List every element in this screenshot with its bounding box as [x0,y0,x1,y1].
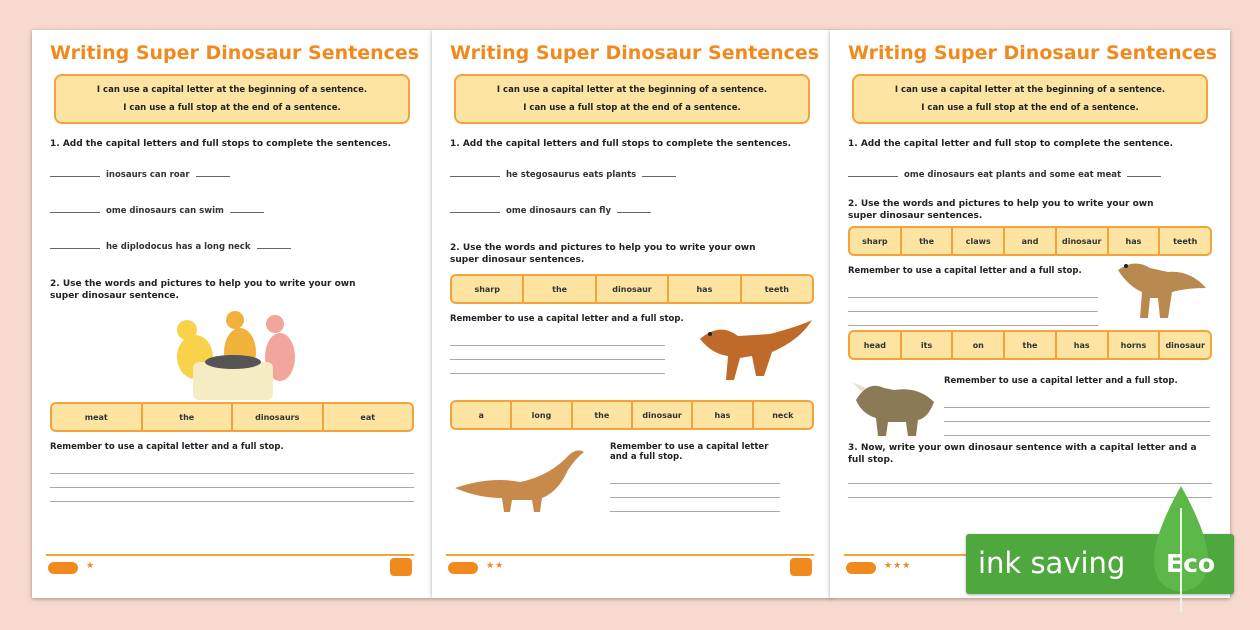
objective-full-stop: I can use a full stop at the end of a sentence. [921,103,1139,113]
worksheet-2 [432,30,832,598]
question-1: 1. Add the capital letters and full stops to complete the sentences. [450,139,792,149]
learning-objectives-box [852,74,1208,124]
reminder-text: Remember to use a capital letter and a full stop. [848,266,1082,276]
twinkl-logo [48,562,78,574]
writing-lines[interactable] [610,470,780,512]
word-bank-item: and [1005,228,1057,254]
reminder-and-lines [610,442,780,512]
diplodocus-illustration [450,446,600,516]
word-bank-2 [450,400,814,430]
word-bank-item: has [1109,228,1161,254]
word-bank [50,402,414,432]
worksheet-title: Writing Super Dinosaur Sentences [848,42,1218,64]
word-bank-item: its [902,332,954,358]
publisher-badge-icon [390,558,412,576]
writing-line[interactable] [50,460,414,474]
word-bank-item: dinosaurs [233,404,324,430]
word-bank-item: head [850,332,902,358]
writing-line[interactable] [50,474,414,488]
sentence-item [450,206,814,216]
worksheet-title: Writing Super Dinosaur Sentences [50,42,420,64]
twinkl-logo [448,562,478,574]
word-bank-item: the [573,402,633,428]
objective-capital-letter: I can use a capital letter at the beginning of a sentence. [96,85,368,95]
answer-blank[interactable] [617,212,651,213]
exercise-block-2 [450,440,814,520]
answer-blank[interactable] [642,176,676,177]
writing-line[interactable] [610,498,780,512]
sentence-text: inosaurs can roar [106,170,190,180]
sentence-text: ome dinosaurs can swim [106,206,224,216]
word-bank-item: has [1057,332,1109,358]
writing-line[interactable] [450,346,665,360]
exercise-block-2 [848,370,1212,442]
writing-line[interactable] [848,298,1098,312]
word-bank-item: dinosaur [1165,340,1205,350]
difficulty-stars: ★★ [486,561,505,571]
sentence-text: he stegosaurus eats plants [506,170,637,180]
writing-lines[interactable] [848,284,1098,326]
reminder-and-lines [944,376,1210,436]
word-bank-2 [848,330,1212,360]
sentence-item [848,170,1212,180]
tyrannosaurus-illustration [1110,252,1210,324]
word-bank-item: dinosaur [1057,228,1109,254]
reminder-text: Remember to use a capital letter and a full stop. [50,442,284,452]
exercise-block-1 [450,314,814,400]
writing-line[interactable] [848,284,1098,298]
reminder-text: Remember to use a capital letter and a full stop. [450,314,684,324]
question-2: 2. Use the words and pictures to help you to write your own super dinosaur sentence. [50,279,356,301]
sentence-item [50,242,414,252]
writing-line[interactable] [848,312,1098,326]
answer-blank[interactable] [230,212,264,213]
writing-line[interactable] [450,332,665,346]
word-bank-item: neck [772,410,794,420]
writing-line[interactable] [944,394,1210,408]
word-bank-item: a [452,402,512,428]
word-bank-item: meat [52,404,143,430]
word-bank-item: has [693,402,753,428]
sentence-item [50,170,414,180]
writing-line[interactable] [610,484,780,498]
word-bank-item: on [953,332,1005,358]
worksheet-footer [46,554,414,580]
objective-full-stop: I can use a full stop at the end of a sentence. [523,103,741,113]
difficulty-stars: ★ [86,561,96,571]
sentence-item [450,170,814,180]
word-bank-item: sharp [452,276,524,302]
worksheet-1 [32,30,432,598]
sentence-text: ome dinosaurs can fly [506,206,611,216]
answer-blank[interactable] [1127,176,1161,177]
objective-full-stop: I can use a full stop at the end of a sentence. [123,103,341,113]
reminder-text: Remember to use a capital letter and a full stop. [610,442,769,462]
difficulty-stars: ★★★ [884,561,912,571]
writing-line[interactable] [944,408,1210,422]
question-2: 2. Use the words and pictures to help you to write your own super dinosaur sentences. [848,199,1154,221]
question-1: 1. Add the capital letter and full stop to complete the sentence. [848,139,1174,149]
writing-line[interactable] [610,470,780,484]
sentence-item [50,206,414,216]
twinkl-logo [846,562,876,574]
worksheet-title: Writing Super Dinosaur Sentences [450,42,820,64]
sentence-text: he diplodocus has a long neck [106,242,251,252]
word-bank-item: dinosaur [597,276,669,302]
writing-lines[interactable] [50,460,414,502]
answer-blank[interactable] [450,176,500,177]
objective-capital-letter: I can use a capital letter at the beginning of a sentence. [894,85,1166,95]
tyrannosaurus-illustration [690,314,815,389]
sentence-text: ome dinosaurs eat plants and some eat meat [904,170,1122,180]
answer-blank[interactable] [848,176,898,177]
leaf-icon [1146,484,1216,612]
ink-saving-eco-badge [966,534,1234,594]
worksheet-footer [446,554,814,580]
question-2: 2. Use the words and pictures to help you to write your own super dinosaur sentences. [450,243,756,265]
writing-lines[interactable] [944,394,1210,436]
writing-line[interactable] [450,360,665,374]
word-bank-item: the [1005,332,1057,358]
word-bank-item: the [902,228,954,254]
ink-saving-label: ink saving [978,546,1126,580]
dinosaur-picture-area [50,302,414,402]
writing-line[interactable] [50,488,414,502]
reminder-text: Remember to use a capital letter and a full stop. [944,376,1178,386]
objective-capital-letter: I can use a capital letter at the beginning of a sentence. [496,85,768,95]
word-bank-item: the [143,404,234,430]
exercise-block-1 [848,266,1212,330]
word-bank-item: the [524,276,596,302]
word-bank-item: teeth [764,284,789,294]
question-3: 3. Now, write your own dinosaur sentence with a capital letter and a full stop. [848,443,1197,465]
writing-line[interactable] [944,422,1210,436]
word-bank-item: sharp [850,228,902,254]
dinosaurs-eating-illustration [145,302,325,402]
answer-blank[interactable] [450,212,500,213]
word-bank-item: long [512,402,572,428]
eco-label: Eco [1166,549,1216,578]
writing-line[interactable] [848,470,1212,484]
answer-blank[interactable] [50,248,100,249]
answer-blank[interactable] [50,212,100,213]
triceratops-illustration [848,374,938,438]
word-bank-item: teeth [1173,236,1198,246]
word-bank-item: has [669,276,741,302]
writing-lines[interactable] [450,332,665,374]
learning-objectives-box [454,74,810,124]
word-bank-item: dinosaur [633,402,693,428]
word-bank-1 [450,274,814,304]
learning-objectives-box [54,74,410,124]
word-bank-item: horns [1109,332,1161,358]
word-bank-item: claws [953,228,1005,254]
publisher-badge-icon [790,558,812,576]
question-1: 1. Add the capital letters and full stops to complete the sentences. [50,139,392,149]
answer-blank[interactable] [196,176,230,177]
word-bank-item: eat [360,412,376,422]
answer-blank[interactable] [257,248,291,249]
answer-blank[interactable] [50,176,100,177]
